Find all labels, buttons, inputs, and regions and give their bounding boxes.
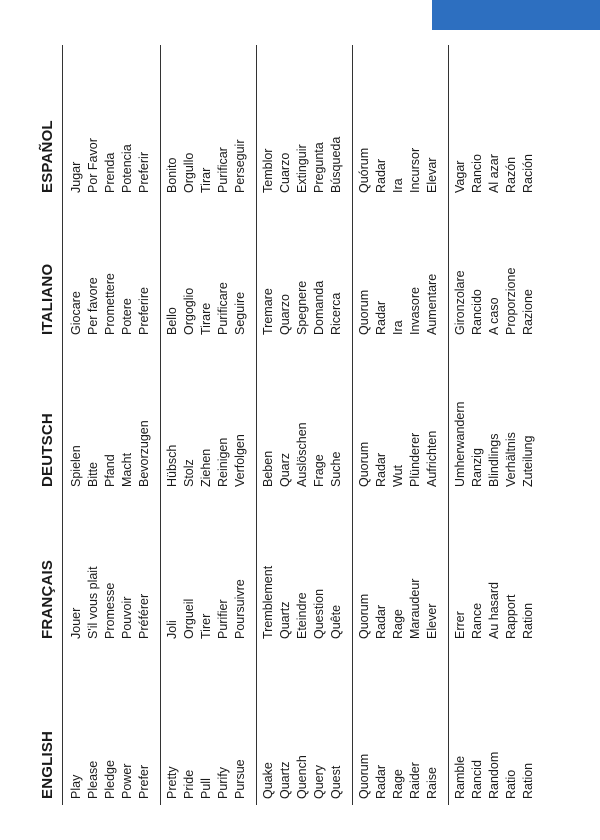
cell-deutsch: Frage [312,454,326,487]
cell-espanol: Extinguir [295,144,309,193]
table-row [102,45,119,805]
cell-deutsch: Blindlings [487,433,501,487]
cell-italiano: Rancido [470,289,484,335]
cell-english: Query [312,764,326,799]
cell-deutsch: Auslöschen [295,422,309,487]
cell-espanol: Incursor [408,147,422,193]
cell-italiano: Aumentare [425,273,439,335]
cell-espanol: Ira [391,178,405,193]
cell-francais: Rapport [504,594,518,639]
cell-francais: Au hasard [487,582,501,639]
cell-english: Pursue [233,759,247,799]
cell-italiano: Gironzolare [453,270,467,335]
cell-italiano: Orgoglio [182,287,196,335]
cell-english: Rage [391,769,405,799]
cell-english: Quorum [357,753,371,799]
cell-english: Radar [374,764,388,799]
group-divider [352,45,353,805]
cell-english: Please [86,760,100,799]
cell-english: Pride [182,769,196,799]
table-row [469,45,486,805]
cell-deutsch: Suche [329,451,343,487]
table-row [407,45,424,805]
table-row [136,45,153,805]
cell-espanol: Al azar [487,154,501,193]
cell-english: Quartz [278,761,292,799]
cell-francais: Joli [165,620,179,639]
cell-francais: Tremblement [261,565,275,639]
cell-deutsch: Bitte [86,461,100,487]
table-row [68,45,85,805]
cell-italiano: Proporzione [504,267,518,335]
cell-italiano: Bello [165,307,179,335]
table-row [181,45,198,805]
cell-francais: Promesse [103,582,117,639]
cell-english: Prefer [137,764,151,799]
cell-english: Pledge [103,760,117,799]
cell-francais: Pouvoir [120,596,134,639]
cell-deutsch: Verhältnis [504,432,518,487]
cell-italiano: Promettere [103,273,117,335]
cell-deutsch: Quarz [278,452,292,487]
cell-deutsch: Umherwandern [453,401,467,487]
cell-francais: Ration [521,602,535,639]
cell-francais: Question [312,588,326,639]
cell-deutsch: Hübsch [165,444,179,487]
table-row [85,45,102,805]
cell-francais: Errer [453,611,467,639]
cell-italiano: Tremare [261,288,275,335]
cell-deutsch: Pfand [103,454,117,487]
cell-francais: Rage [391,609,405,639]
cell-deutsch: Radar [374,452,388,487]
cell-francais: Préférer [137,593,151,639]
cell-espanol: Búsqueda [329,136,343,193]
cell-espanol: Potencia [120,144,134,193]
cell-deutsch: Ranzig [470,448,484,487]
cell-english: Ramble [453,755,467,799]
cell-francais: S'il vous plait [86,566,100,639]
cell-english: Quench [295,755,309,799]
table-row [356,45,373,805]
cell-francais: Tirer [199,613,213,639]
cell-deutsch: Quorum [357,441,371,487]
cell-francais: Radar [374,604,388,639]
cell-espanol: Por Favor [86,138,100,193]
cell-espanol: Tirar [199,167,213,193]
cell-espanol: Orgullo [182,152,196,193]
vocabulary-table [32,45,558,805]
cell-espanol: Perseguir [233,139,247,193]
cell-espanol: Ración [521,154,535,193]
cell-deutsch: Aufrichten [425,430,439,487]
cell-italiano: Giocare [69,291,83,335]
cell-english: Raise [425,767,439,799]
cell-francais: Maraudeur [408,578,422,639]
header-francais: FRANÇAIS [39,559,56,639]
cell-espanol: Radar [374,158,388,193]
cell-espanol: Jugar [69,161,83,193]
cell-deutsch: Zuteilung [521,435,535,487]
cell-italiano: Spegnere [295,280,309,335]
cell-francais: Quorum [357,593,371,639]
table-row [277,45,294,805]
cell-english: Pretty [165,766,179,799]
cell-italiano: Quorum [357,289,371,335]
cell-english: Raider [408,762,422,799]
table-row [215,45,232,805]
table-row [520,45,537,805]
cell-espanol: Temblor [261,148,275,193]
cell-espanol: Purificar [216,147,230,193]
table-row [198,45,215,805]
cell-english: Play [69,774,83,799]
cell-espanol: Elevar [425,157,439,193]
header-english: ENGLISH [39,730,56,799]
cell-english: Quest [329,765,343,799]
cell-deutsch: Spielen [69,445,83,487]
cell-deutsch: Wut [391,465,405,487]
table-row [164,45,181,805]
cell-english: Power [120,763,134,799]
cell-francais: Jouer [69,607,83,639]
table-row [390,45,407,805]
cell-espanol: Prenda [103,152,117,193]
cell-francais: Elever [425,603,439,639]
cell-italiano: Radar [374,300,388,335]
header-divider [62,45,63,805]
table-row [424,45,441,805]
cell-english: Random [487,751,501,799]
table-row [486,45,503,805]
cell-italiano: A caso [487,297,501,335]
header-italiano: ITALIANO [39,263,56,335]
cell-english: Purify [216,767,230,799]
header-deutsch: DEUTSCH [39,413,56,487]
cell-deutsch: Reinigen [216,437,230,487]
cell-italiano: Domanda [312,280,326,335]
cell-espanol: Razón [504,156,518,193]
group-divider [160,45,161,805]
group-divider [256,45,257,805]
cell-italiano: Tirare [199,302,213,335]
cell-espanol: Preferir [137,152,151,193]
cell-italiano: Potere [120,298,134,335]
cell-francais: Quartz [278,601,292,639]
table-row [260,45,277,805]
cell-espanol: Pregunta [312,142,326,193]
cell-deutsch: Plünderer [408,432,422,487]
cell-francais: Eteindre [295,592,309,639]
cell-francais: Orgueil [182,598,196,639]
cell-espanol: Quórum [357,147,371,193]
cell-espanol: Cuarzo [278,152,292,193]
cell-deutsch: Macht [120,452,134,487]
cell-italiano: Preferire [137,287,151,335]
table-row [232,45,249,805]
table-row [452,45,469,805]
cell-deutsch: Ziehen [199,448,213,487]
table-row [294,45,311,805]
cell-italiano: Quarzo [278,294,292,335]
cell-italiano: Ira [391,320,405,335]
table-row [119,45,136,805]
cell-espanol: Rancio [470,154,484,193]
cell-deutsch: Beben [261,450,275,487]
cell-italiano: Razione [521,289,535,335]
cell-italiano: Invasore [408,287,422,335]
header-espanol: ESPAÑOL [39,120,56,193]
cell-francais: Purifier [216,599,230,639]
accent-band [432,0,600,30]
cell-deutsch: Bevorzugen [137,420,151,487]
table-row [311,45,328,805]
cell-english: Pull [199,778,213,799]
table-row [373,45,390,805]
cell-espanol: Vagar [453,160,467,193]
cell-italiano: Seguire [233,291,247,335]
cell-italiano: Ricerca [329,292,343,335]
table-row [503,45,520,805]
cell-francais: Quête [329,604,343,639]
table-row [328,45,345,805]
cell-italiano: Purificare [216,282,230,335]
cell-english: Ratio [504,769,518,799]
cell-espanol: Bonito [165,157,179,193]
cell-deutsch: Verfolgen [233,434,247,487]
cell-francais: Rance [470,602,484,639]
cell-english: Rancid [470,760,484,799]
cell-english: Ration [521,762,535,799]
cell-italiano: Per favore [86,277,100,335]
cell-francais: Poursuivre [233,579,247,639]
cell-english: Quake [261,762,275,799]
cell-deutsch: Stolz [182,459,196,487]
group-divider [448,45,449,805]
